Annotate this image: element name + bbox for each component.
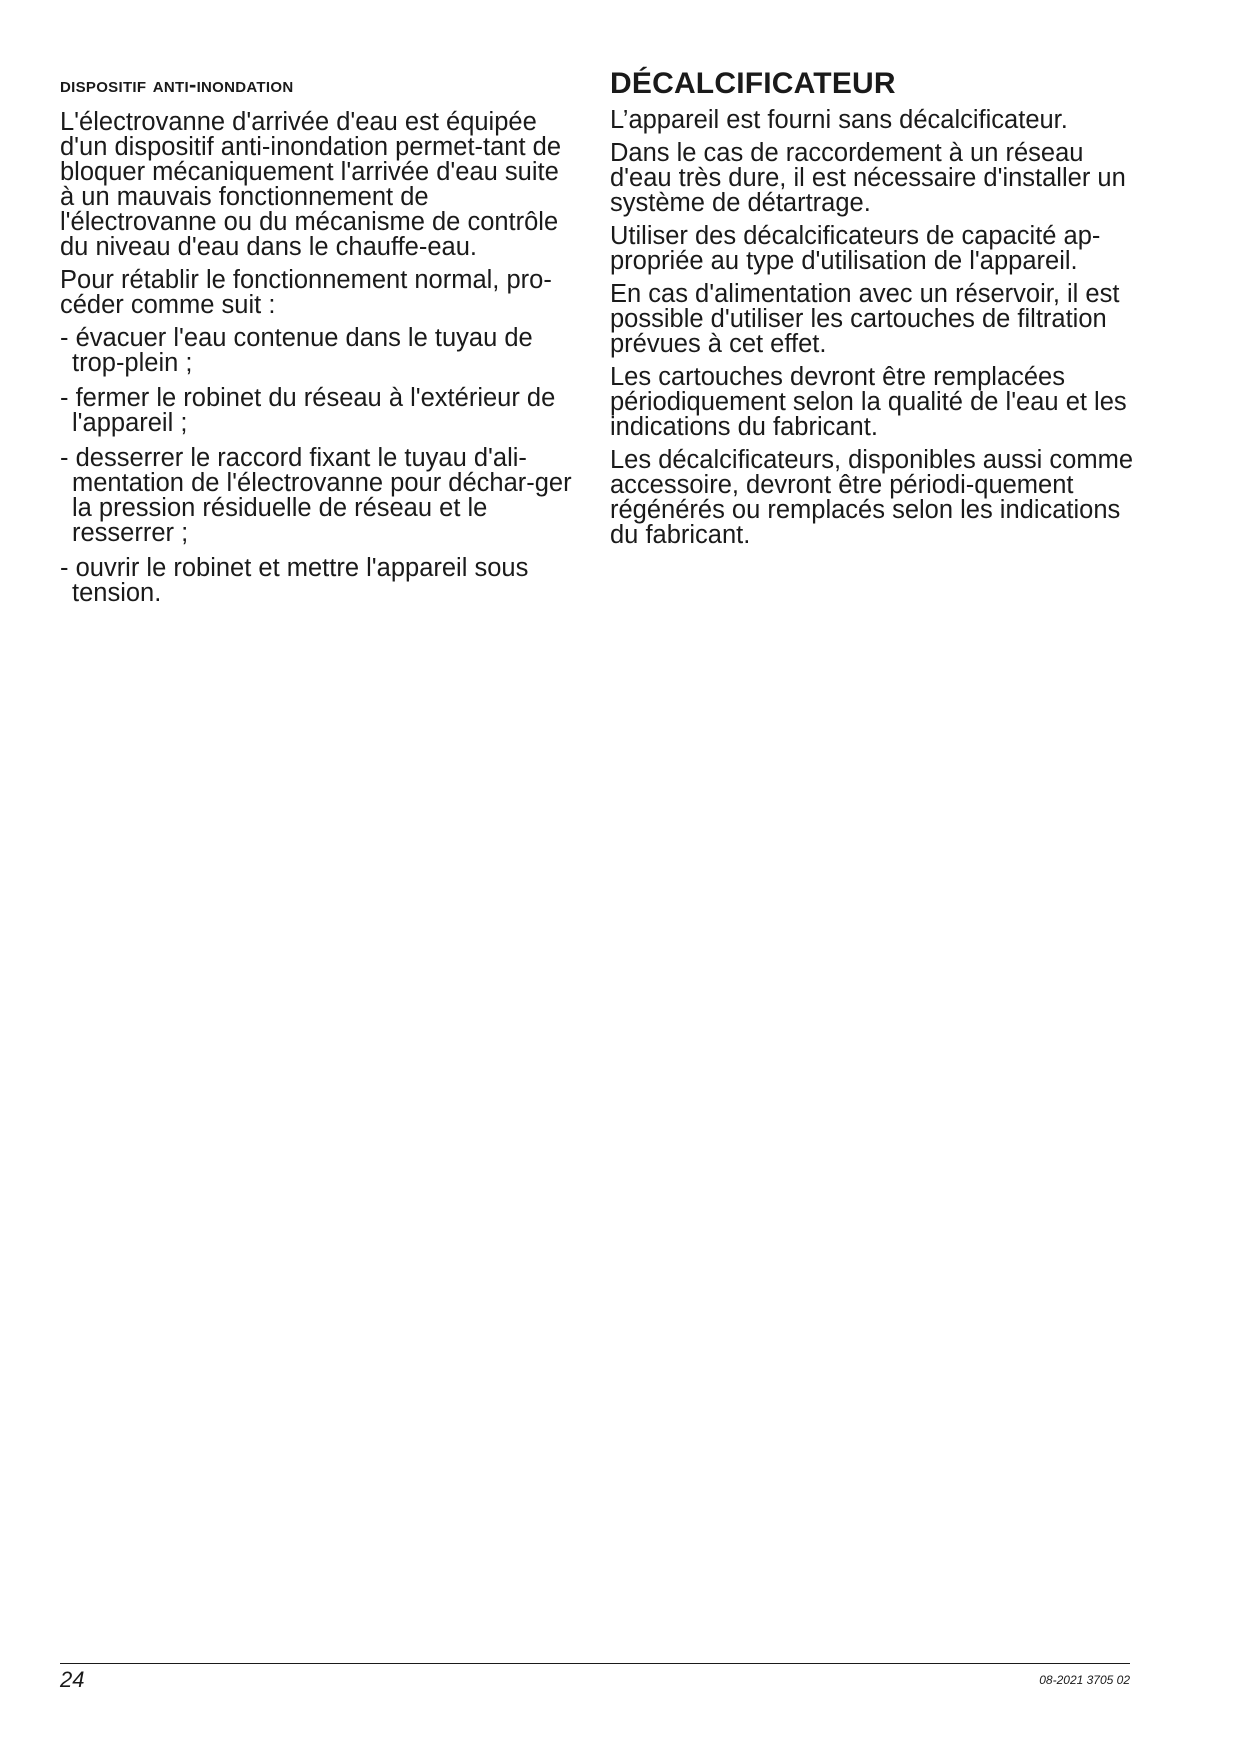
paragraph: Utiliser des décalcificateurs de capacité ap-propriée au type d'utilisation de l'appareil.	[610, 222, 1101, 275]
paragraph: L’appareil est fourni sans décalcificateur.	[610, 106, 1068, 134]
paragraph: Les cartouches devront être remplacées périodiquement selon la qualité de l'eau et les indications du fabricant.	[610, 363, 1127, 441]
right-column	[610, 67, 1140, 556]
paragraph: L'électrovanne d'arrivée d'eau est équipée d'un dispositif anti-inondation permet-tant de bloquer mécaniquement l'arrivée d'eau suite à un mauvais fonctionnement de l'électrovanne ou du mécanisme de contrôle du niveau d'eau dans le chauffe-eau.	[60, 108, 562, 261]
page-number: 24	[60, 1667, 85, 1692]
paragraph: Pour rétablir le fonctionnement normal, pro-céder comme suit :	[60, 266, 552, 319]
list-item: - ouvrir le robinet et mettre l'appareil sous tension.	[60, 554, 529, 607]
paragraph: En cas d'alimentation avec un réservoir, il est possible d'utiliser les cartouches de filtration prévues à cet effet.	[610, 280, 1120, 358]
document-code: 08-2021 3705 02	[1039, 1673, 1130, 1687]
paragraph: Les décalcificateurs, disponibles aussi comme accessoire, devront être périodi-quement régénérés ou remplacés selon les indications du fabricant.	[610, 446, 1133, 549]
footer-divider	[60, 1663, 1130, 1664]
list-item: - desserrer le raccord fixant le tuyau d'ali-mentation de l'électrovanne pour déchar-ger la pression résiduelle de réseau et le resserrer ;	[60, 444, 572, 547]
list-item: - évacuer l'eau contenue dans le tuyau de trop-plein ;	[60, 324, 533, 377]
list-item: - fermer le robinet du réseau à l'extérieur de l'appareil ;	[60, 384, 556, 437]
section-heading-anti-flood: dispositif anti-inondation	[60, 72, 294, 97]
paragraph: Dans le cas de raccordement à un réseau d'eau très dure, il est nécessaire d'installer un système de détartrage.	[610, 139, 1126, 217]
section-heading-decalcifier: DÉCALCIFICATEUR	[610, 67, 896, 100]
left-column	[60, 70, 580, 616]
